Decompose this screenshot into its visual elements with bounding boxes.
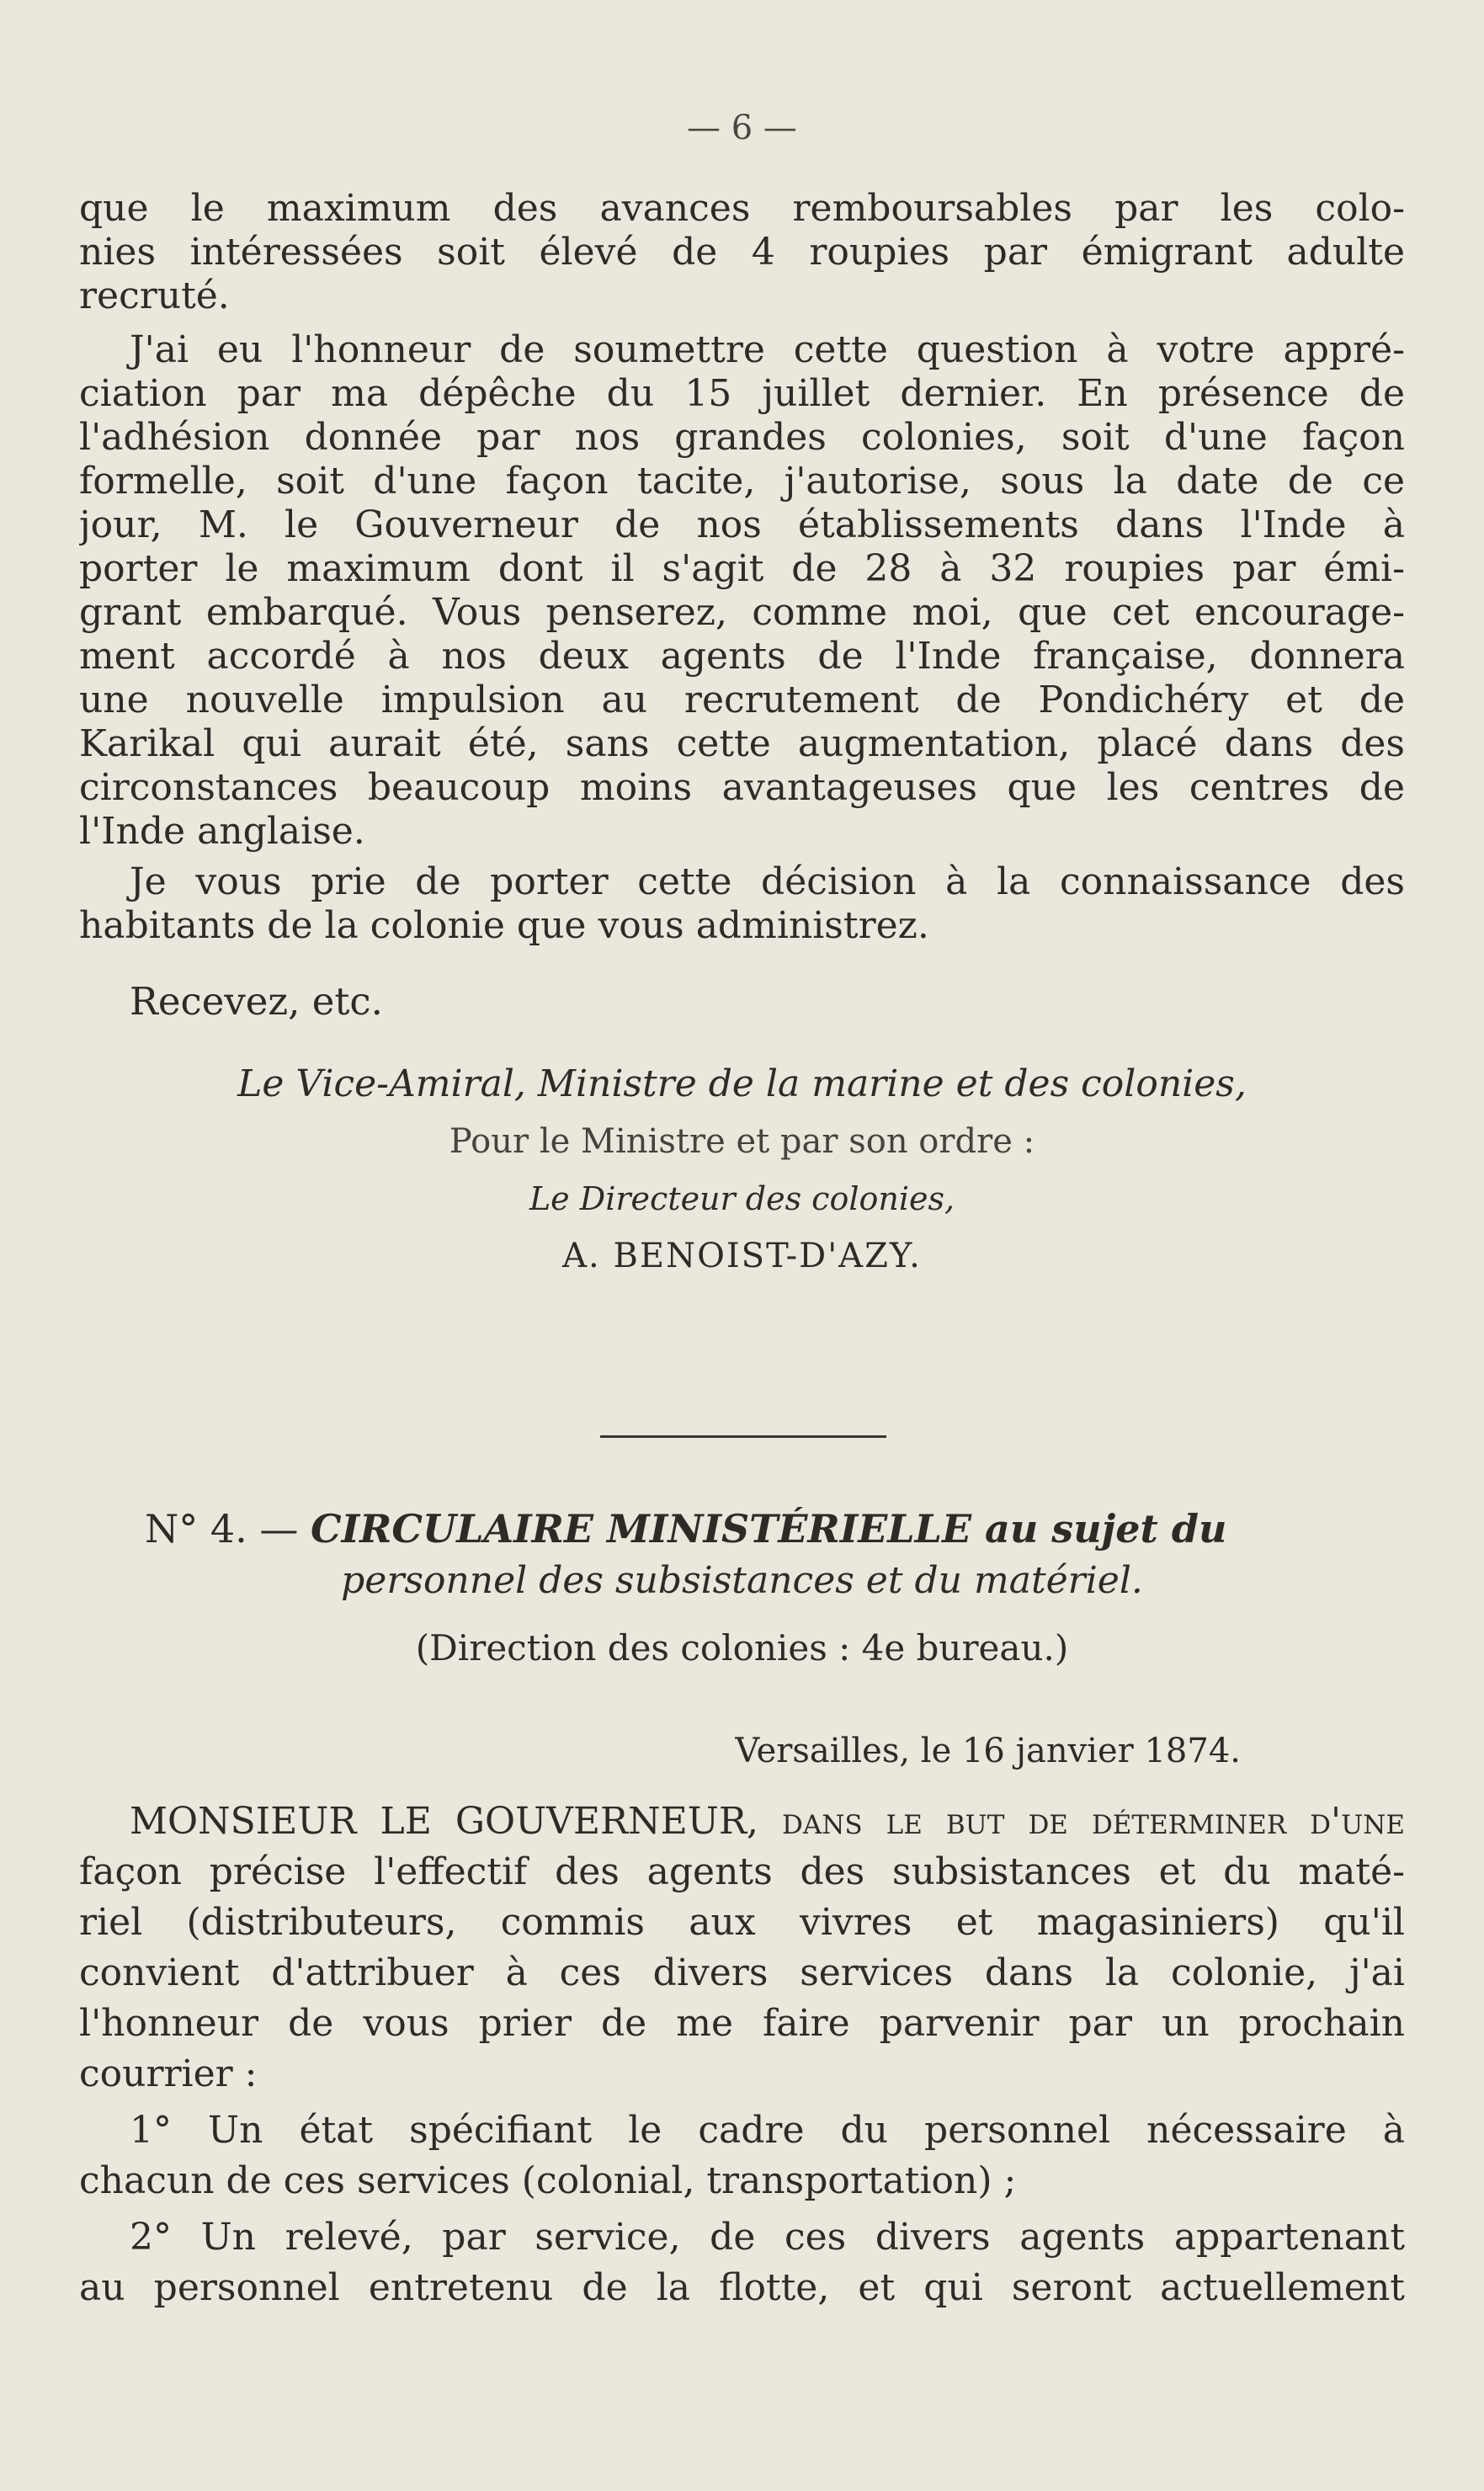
body-line: chacun de ces services (colonial, transportation) ; (79, 2159, 1017, 2202)
body-line: convient d'attribuer à ces divers services dans la colonie, j'ai (79, 1951, 1405, 1994)
signature-delegation: Pour le Ministre et par son ordre : (449, 1122, 1035, 1161)
text-line: grant embarqué. Vous penserez, comme moi, que cet encourage- (79, 591, 1405, 634)
text-line: nies intéressées soit élevé de 4 roupies par émigrant adulte (79, 231, 1405, 274)
text-line: ciation par ma dépêche du 15 juillet dernier. En présence de (79, 372, 1405, 415)
body-line: courrier : (79, 2052, 258, 2095)
circular-direction: (Direction des colonies : 4e bureau.) (415, 1627, 1069, 1669)
body-line: au personnel entretenu de la flotte, et qui seront actuellement (79, 2266, 1405, 2309)
text-line: que le maximum des avances remboursables par les colo- (79, 187, 1405, 230)
text-line: J'ai eu l'honneur de soumettre cette question à votre appré- (130, 328, 1405, 371)
page-number: — 6 — (687, 109, 797, 147)
text-line: Je vous prie de porter cette décision à la connaissance des (130, 860, 1405, 903)
text-line: habitants de la colonie que vous administrez. (79, 904, 929, 947)
body-line: riel (distributeurs, commis aux vivres et magasiniers) qu'il (79, 1901, 1405, 1944)
text-line: formelle, soit d'une façon tacite, j'autorise, sous la date de ce (79, 460, 1405, 503)
circular-heading (145, 1507, 1405, 1551)
signature-title: Le Vice-Amiral, Ministre de la marine et des colonies, (237, 1062, 1247, 1105)
body-line: 1° Un état spécifiant le cadre du personnel nécessaire à (130, 2109, 1405, 2152)
body-line: façon précise l'effectif des agents des subsistances et du maté- (79, 1850, 1405, 1893)
circular-title: CIRCULAIRE MINISTÉRIELLE au sujet du (311, 1507, 1227, 1551)
body-line: l'honneur de vous prier de me faire parvenir par un prochain (79, 2002, 1405, 2045)
text-line: l'adhésion donnée par nos grandes colonies, soit d'une façon (79, 416, 1405, 459)
signature-name: A. BENOIST-D'AZY. (562, 1237, 922, 1275)
closing-formula: Recevez, etc. (130, 980, 383, 1024)
text-line: porter le maximum dont il s'agit de 28 à 32 roupies par émi- (79, 547, 1405, 590)
body-line-salutation: MONSIEUR LE GOUVERNEUR, dans le but de déterminer d'une (130, 1800, 1405, 1843)
text-line: circonstances beaucoup moins avantageuses que les centres de (79, 766, 1405, 809)
text-line: une nouvelle impulsion au recrutement de Pondichéry et de (79, 679, 1405, 721)
circular-dateline: Versailles, le 16 janvier 1874. (735, 1732, 1241, 1770)
signature-role: Le Directeur des colonies, (529, 1180, 955, 1217)
section-divider (600, 1435, 886, 1438)
circular-number: N° 4. — (145, 1507, 299, 1551)
text-line: Karikal qui aurait été, sans cette augmentation, placé dans des (79, 722, 1405, 765)
body-line: 2° Un relevé, par service, de ces divers agents appartenant (130, 2216, 1405, 2259)
text-line: recruté. (79, 274, 230, 317)
text-line: jour, M. le Gouverneur de nos établissements dans l'Inde à (79, 503, 1405, 546)
text-line: l'Inde anglaise. (79, 810, 365, 853)
circular-subtitle: personnel des subsistances et du matériel. (341, 1559, 1143, 1602)
text-line: ment accordé à nos deux agents de l'Inde française, donnera (79, 635, 1405, 678)
